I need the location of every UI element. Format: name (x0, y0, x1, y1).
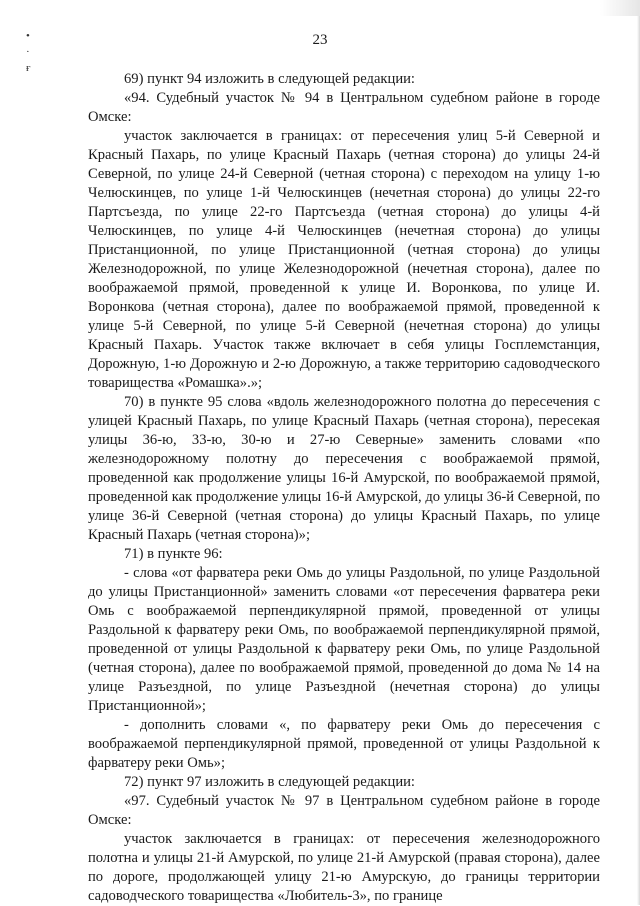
paragraph-item-71: 71) в пункте 96: (124, 546, 223, 562)
margin-mark: · (26, 46, 30, 58)
paragraph-item-71-replace: - слова «от фарватера реки Омь до улицы Раздольной, по улице Раздольной до улицы Пристанционной» заменить словами «от пересечения фарватера реки Омь с воображаемой перпендикулярной прямой, проведенной от улицы Раздольной к фарватеру реки Омь, по воображаемой перпендикулярной прямой, проведенной от улицы Раздольной к фарватеру реки Омь, по улице Раздольной (четная сторона), далее по воображаемой прямой, проведенной до дома № 14 на улице Разъездной, по улице Разъездной (нечетная сторона) до улицы Пристанционной»; (88, 565, 600, 714)
paragraph-item-71-append: - дополнить словами «, по фарватеру реки Омь до пересечения с воображаемой перпендикулярной прямой, проведенной от улицы Раздольной к фарватеру реки Омь»; (88, 717, 600, 771)
paragraph-court-97-boundaries: участок заключается в границах: от пересечения железнодорожного полотна и улицы 21-й Амурской, по улице 21-й Амурской (правая сторона), далее по дороге, продолжающей улицу 21-ю Амурскую, до границы территории садоводческого товарищества «Любитель-3», по границе (88, 831, 600, 904)
paragraph-item-72: 72) пункт 97 изложить в следующей редакции: (124, 774, 415, 790)
margin-mark: • (26, 30, 30, 42)
document-body (88, 70, 600, 906)
margin-mark: ғ (26, 62, 31, 74)
paragraph-court-94-boundaries: участок заключается в границах: от пересечения улиц 5-й Северной и Красный Пахарь, по улице Красный Пахарь (четная сторона) до улицы 24-й Северной, по улице 24-й Северной (четная сторона) с переходом на улицу 1-ю Челюскинцев, по улице 1-й Челюскинцев (нечетная сторона) до улицы 22-го Партсъезда, по улице 22-го Партсъезда (четная сторона) до улицы 4-й Челюскинцев, по улице 4-й Челюскинцев (нечетная сторона) до улицы Пристанционной, по улице Пристанционной (четная сторона) до улицы Железнодорожной, по улице Железнодорожной (нечетная сторона), далее по воображаемой прямой, проведенной к улице И. Воронкова, по улице И. Воронкова (четная сторона), далее по воображаемой прямой, проведенной к улице 5-й Северной, по улице 5-й Северной (нечетная сторона) до улицы Красный Пахарь. Участок также включает в себя улицы Госплемстанция, Дорожную, 1-ю Дорожную и 2-ю Дорожную, а также территорию садоводческого товарищества «Ромашка».»; (88, 128, 600, 391)
paragraph-court-94-title: «94. Судебный участок № 94 в Центральном судебном районе в городе Омске: (88, 90, 600, 125)
paragraph-item-70: 70) в пункте 95 слова «вдоль железнодорожного полотна до пересечения с улицей Красный Пахарь, по улице Красный Пахарь (четная сторона), пересекая улицы 36-ю, 33-ю, 30-ю и 27-ю Северные» заменить словами «по железнодорожному полотну до пересечения с воображаемой прямой, проведенной как продолжение улицы 16-й Амурской, по воображаемой прямой, проведенной как продолжение улицы 16-й Амурской, до улицы 36-й Северной, по улице 36-й Северной (четная сторона) до улицы Красный Пахарь, по улице Красный Пахарь (четная сторона)»; (88, 394, 600, 543)
scan-corner-smudge (600, 0, 640, 16)
paragraph-court-97-title: «97. Судебный участок № 97 в Центральном судебном районе в городе Омске: (88, 793, 600, 828)
paragraph-item-69: 69) пункт 94 изложить в следующей редакции: (124, 71, 415, 87)
page-number: 23 (312, 32, 328, 48)
